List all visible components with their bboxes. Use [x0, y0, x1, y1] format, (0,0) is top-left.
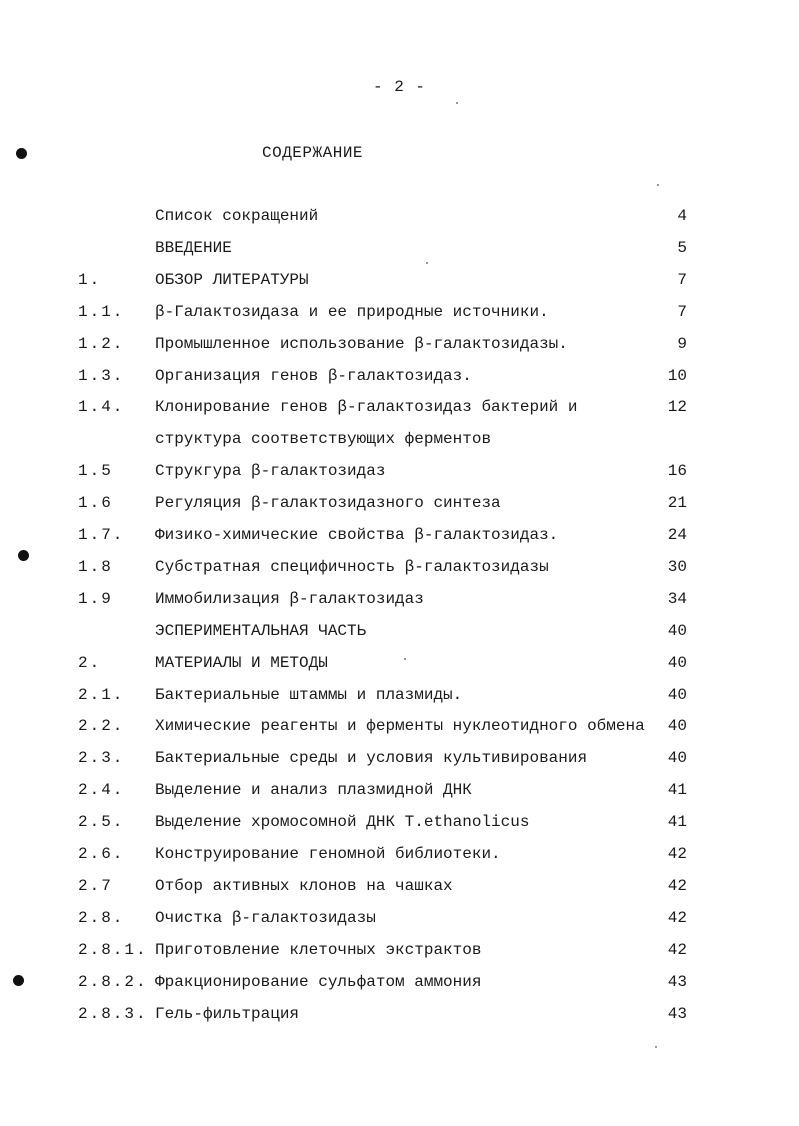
toc-page-number: 40 [667, 749, 687, 768]
toc-section-number: 2. [78, 653, 102, 672]
toc-section-title: Фракционирование сульфатом аммония [155, 972, 482, 991]
toc-section-number: 1.6 [78, 494, 113, 513]
toc-section-title: Промышленное использование β-галактозидазы. [155, 334, 568, 353]
page-number: - 2 - [372, 78, 426, 96]
toc-page-number: 42 [667, 876, 687, 895]
toc-section-title: Иммобилизация β-галактозидаз [155, 589, 424, 608]
toc-section-title: ЭСПЕРИМЕНТАЛЬНАЯ ЧАСТЬ [155, 621, 367, 640]
toc-row [0, 364, 799, 388]
toc-row [0, 268, 799, 292]
toc-section-number: 2.3. [78, 749, 125, 768]
punch-hole-bottom [13, 975, 24, 986]
toc-section-number: 1. [78, 270, 102, 289]
toc-section-number: 2.8.1. [78, 940, 148, 959]
toc-row [0, 970, 799, 994]
toc-row [0, 332, 799, 356]
toc-section-number: 2.5. [78, 813, 125, 832]
toc-section-number: 1.7. [78, 526, 125, 544]
toc-page-number: 30 [667, 557, 687, 576]
toc-row [0, 491, 799, 515]
toc-row [0, 300, 799, 324]
toc-section-title: Химические реагенты и ферменты нуклеотидного обмена [155, 717, 645, 736]
toc-section-number: 2.2. [78, 717, 125, 736]
toc-row [0, 204, 799, 228]
toc-page-number: 10 [667, 366, 687, 385]
toc-page-number: 40 [667, 685, 687, 704]
toc-page-number: 9 [677, 334, 687, 353]
toc-section-number: 1.4. [78, 398, 125, 417]
scan-speck [655, 1046, 657, 1048]
toc-section-number: 2.1. [78, 685, 125, 704]
toc-page-number: 24 [667, 526, 687, 544]
toc-page-number: 12 [667, 398, 687, 417]
toc-row [0, 427, 799, 451]
toc-page-number: 42 [667, 845, 687, 863]
toc-row [0, 555, 799, 579]
toc-row [0, 842, 799, 866]
toc-row [0, 714, 799, 738]
toc-row [0, 810, 799, 834]
toc-row [0, 459, 799, 483]
toc-row [0, 587, 799, 611]
toc-section-title: МАТЕРИАЛЫ И МЕТОДЫ [155, 653, 328, 672]
toc-section-title: Список сокращений [155, 207, 319, 225]
toc-section-number: 1.8 [78, 557, 113, 576]
toc-section-title: ВВЕДЕНИЕ [155, 238, 232, 257]
toc-section-number: 2.8.2. [78, 972, 148, 991]
toc-section-number: 1.1. [78, 302, 125, 321]
toc-section-title: Клонирование генов β-галактозидаз бактерий и [155, 398, 578, 417]
toc-row [0, 906, 799, 930]
toc-section-number: 2.4. [78, 781, 125, 800]
punch-hole-middle [18, 550, 29, 561]
toc-section-title: Субстратная специфичность β-галактозидазы [155, 557, 549, 576]
toc-row [0, 236, 799, 260]
toc-section-title: Выделение и анализ плазмидной ДНК [155, 781, 472, 800]
toc-row [0, 746, 799, 770]
toc-section-title: Выделение хромосомной ДНК T.ethanolicus [155, 813, 530, 832]
toc-section-title: Гель-фильтрация [155, 1004, 300, 1023]
toc-section-title: ОБЗОР ЛИТЕРАТУРЫ [155, 270, 309, 289]
scan-speck [426, 262, 428, 264]
toc-heading: СОДЕРЖАНИЕ [262, 144, 364, 162]
toc-row [0, 938, 799, 962]
toc-section-title: структура соответствующих ферментов [155, 430, 492, 449]
toc-page-number: 4 [677, 207, 687, 225]
toc-section-title: Организация генов β-галактозидаз. [155, 366, 472, 385]
scan-speck [657, 184, 659, 186]
toc-section-number: 1.5 [78, 462, 113, 481]
toc-page-number: 41 [667, 781, 687, 800]
toc-row [0, 523, 799, 547]
toc-row [0, 395, 799, 419]
toc-section-title: Регуляция β-галактозидазного синтеза [155, 494, 501, 513]
toc-row [0, 778, 799, 802]
toc-section-title: Струкгура β-галактозидаз [155, 462, 386, 481]
toc-page-number: 43 [667, 1004, 687, 1023]
toc-section-title: Конструирование геномной библиотеки. [155, 845, 501, 863]
toc-page-number: 34 [667, 589, 687, 608]
toc-page-number: 5 [677, 238, 687, 257]
toc-section-number: 1.3. [78, 366, 125, 385]
toc-page-number: 16 [667, 462, 687, 481]
toc-section-number: 1.2. [78, 334, 125, 353]
toc-page-number: 42 [667, 940, 687, 959]
punch-hole-top [16, 148, 27, 159]
toc-section-number: 2.7 [78, 876, 113, 895]
toc-section-title: Отбор активных клонов на чашках [155, 876, 453, 895]
toc-page-number: 21 [667, 494, 687, 513]
toc-section-title: Очистка β-галактозидазы [155, 908, 376, 927]
toc-page-number: 40 [667, 621, 687, 640]
toc-page-number: 40 [667, 653, 687, 672]
toc-page-number: 41 [667, 813, 687, 832]
toc-row [0, 1002, 799, 1026]
toc-section-number: 2.8. [78, 908, 125, 927]
toc-section-number: 2.6. [78, 845, 125, 863]
toc-section-title: β-Галактозидаза и ее природные источники. [155, 302, 549, 321]
toc-page-number: 43 [667, 972, 687, 991]
toc-row [0, 651, 799, 675]
toc-page-number: 40 [667, 717, 687, 736]
toc-page-number: 42 [667, 908, 687, 927]
scan-speck [404, 658, 406, 660]
toc-section-number: 1.9 [78, 589, 113, 608]
toc-section-title: Приготовление клеточных экстрактов [155, 940, 482, 959]
toc-row [0, 683, 799, 707]
toc-section-number: 2.8.3. [78, 1004, 148, 1023]
toc-page-number: 7 [677, 270, 687, 289]
toc-page-number: 7 [677, 302, 687, 321]
toc-section-title: Бактериальные штаммы и плазмиды. [155, 685, 463, 704]
toc-row [0, 619, 799, 643]
scan-speck [456, 102, 458, 104]
toc-row [0, 874, 799, 898]
toc-section-title: Физико-химические свойства β-галактозидаз. [155, 526, 559, 544]
toc-section-title: Бактериальные среды и условия культивирования [155, 749, 588, 768]
